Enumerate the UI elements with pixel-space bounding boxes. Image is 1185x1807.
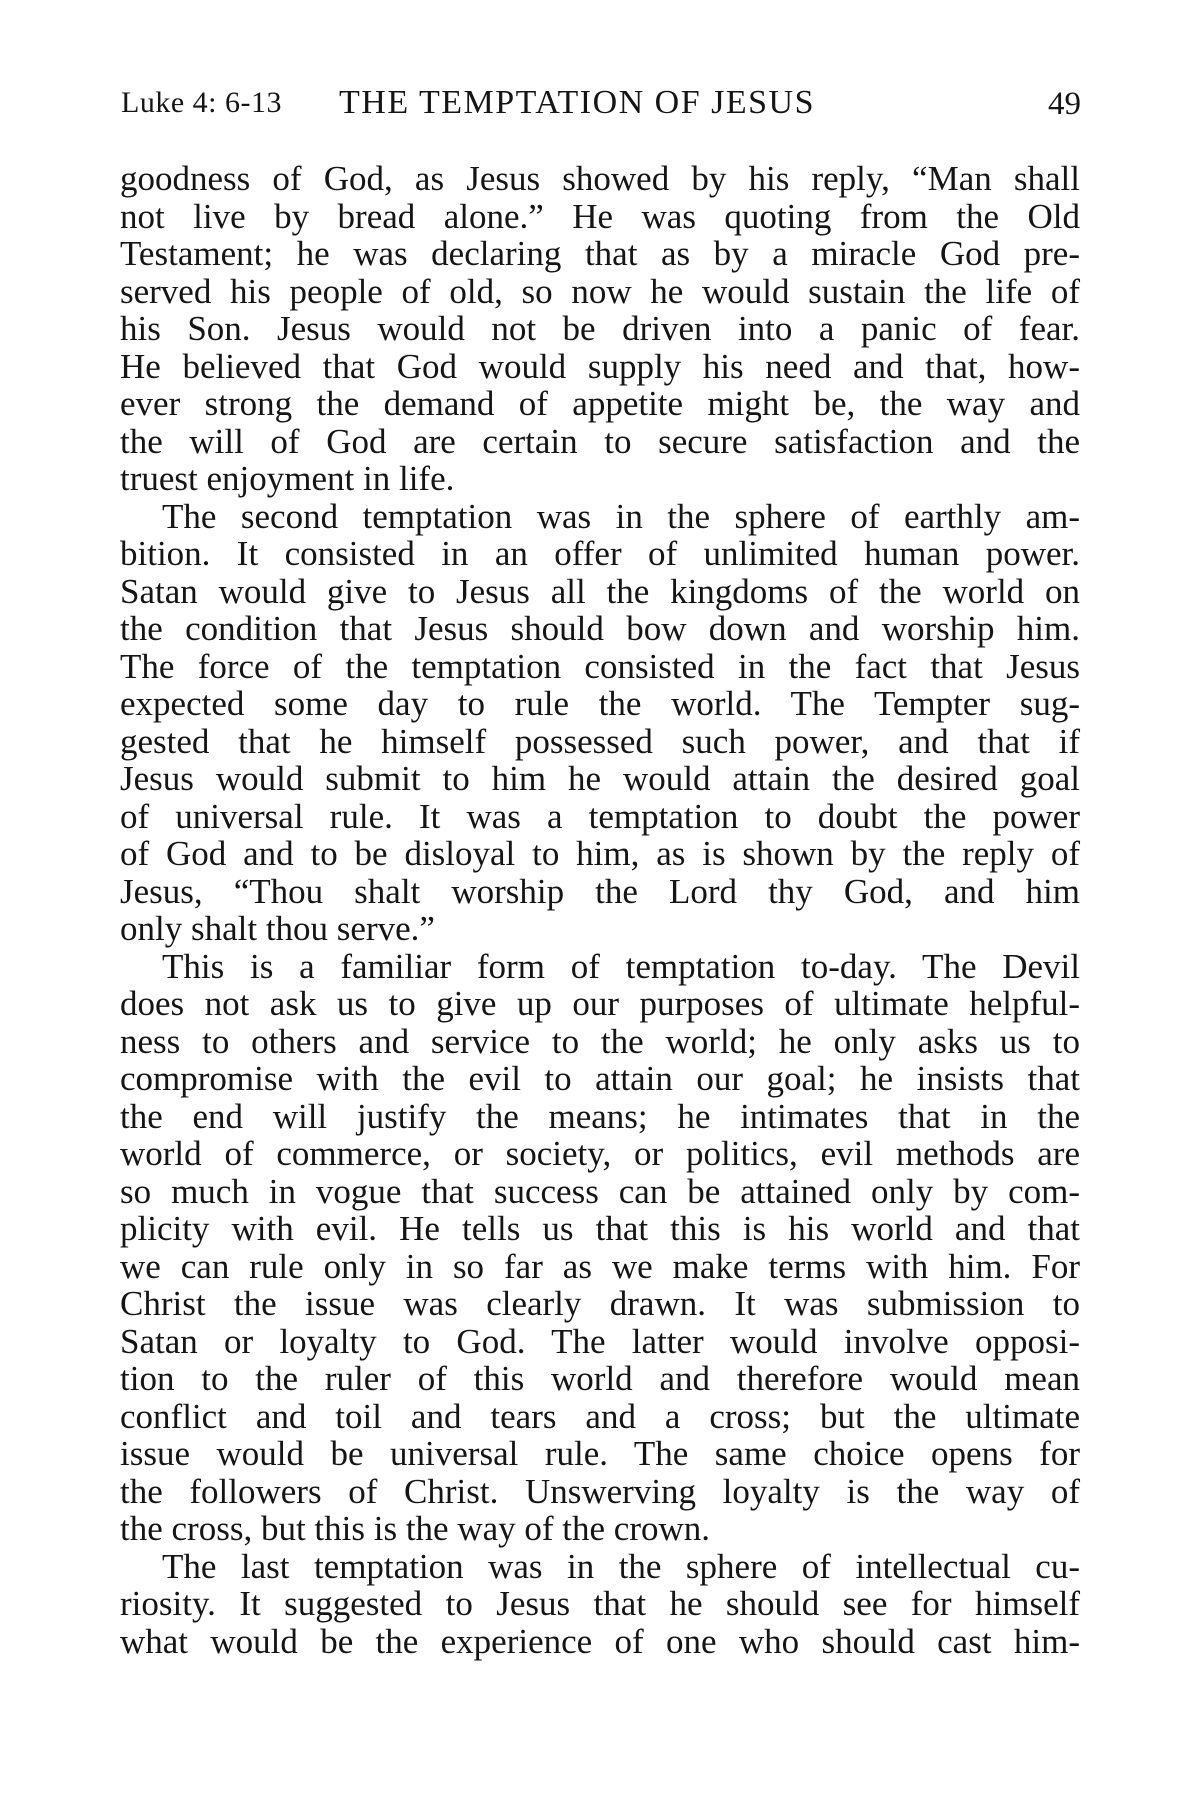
text-line: the cross, but this is the way of the crown. <box>120 1509 711 1548</box>
text-line: so much in vogue that success can be attained only by com- <box>120 1171 1080 1211</box>
text-line: the end will justify the means; he intimates that in the <box>120 1096 1080 1136</box>
text-line: expected some day to rule the world. The Tempter sug- <box>120 684 1080 723</box>
text-line: truest enjoyment in life. <box>120 459 455 498</box>
scripture-reference: Luke 4: 6-13 <box>121 86 282 119</box>
text-line: Christ the issue was clearly drawn. It was submission to <box>120 1284 1080 1323</box>
text-line: gested that he himself possessed such power, and that if <box>120 721 1080 761</box>
text-line: The last temptation was in the sphere of intellectual cu- <box>162 1546 1080 1586</box>
text-line: Jesus, “Thou shalt worship the Lord thy God, and him <box>120 871 1080 911</box>
text-line: The force of the temptation consisted in the fact that Jesus <box>120 646 1080 686</box>
text-line: tion to the ruler of this world and therefore would mean <box>120 1359 1080 1398</box>
text-line: conflict and toil and tears and a cross; but the ultimate <box>120 1396 1080 1436</box>
text-line: ness to others and service to the world; he only asks us to <box>120 1021 1080 1061</box>
text-line: served his people of old, so now he would sustain the life of <box>120 271 1080 311</box>
text-line: goodness of God, as Jesus showed by his reply, “Man shall <box>120 159 1080 198</box>
text-line: of God and to be disloyal to him, as is shown by the reply of <box>120 834 1080 873</box>
text-line: The second temptation was in the sphere of earthly am- <box>162 496 1080 536</box>
text-line: ever strong the demand of appetite might be, the way and <box>120 384 1080 423</box>
text-line: Satan would give to Jesus all the kingdoms of the world on <box>120 571 1080 611</box>
text-line: we can rule only in so far as we make terms with him. For <box>120 1246 1080 1286</box>
text-line: world of commerce, or society, or politics, evil methods are <box>120 1134 1080 1173</box>
text-line: only shalt thou serve.” <box>120 909 435 948</box>
text-line: He believed that God would supply his need and that, how- <box>120 346 1080 386</box>
text-line: compromise with the evil to attain our goal; he insists that <box>120 1059 1080 1098</box>
text-line: Testament; he was declaring that as by a miracle God pre- <box>120 234 1080 273</box>
text-line: his Son. Jesus would not be driven into a panic of fear. <box>120 309 1080 348</box>
text-line: the will of God are certain to secure satisfaction and the <box>120 421 1080 461</box>
text-line: riosity. It suggested to Jesus that he should see for himself <box>120 1584 1080 1623</box>
body-text <box>120 160 1080 1660</box>
page-number: 49 <box>1048 86 1081 122</box>
text-line: This is a familiar form of temptation to-day. The Devil <box>162 946 1080 986</box>
text-line: not live by bread alone.” He was quoting from the Old <box>120 196 1080 236</box>
text-line: issue would be universal rule. The same choice opens for <box>120 1434 1080 1473</box>
text-line: does not ask us to give up our purposes of ultimate helpful- <box>120 984 1080 1023</box>
text-line: the followers of Christ. Unswerving loyalty is the way of <box>120 1471 1080 1511</box>
text-line: Satan or loyalty to God. The latter would involve opposi- <box>120 1321 1080 1361</box>
text-line: the condition that Jesus should bow down and worship him. <box>120 609 1080 648</box>
text-line: plicity with evil. He tells us that this is his world and that <box>120 1209 1080 1248</box>
text-line: Jesus would submit to him he would attain the desired goal <box>120 759 1080 798</box>
text-line: what would be the experience of one who should cast him- <box>120 1621 1080 1661</box>
running-head <box>121 86 1081 126</box>
text-line: of universal rule. It was a temptation to doubt the power <box>120 796 1080 836</box>
text-line: bition. It consisted in an offer of unlimited human power. <box>120 534 1080 573</box>
chapter-title: THE TEMPTATION OF JESUS <box>339 84 816 121</box>
